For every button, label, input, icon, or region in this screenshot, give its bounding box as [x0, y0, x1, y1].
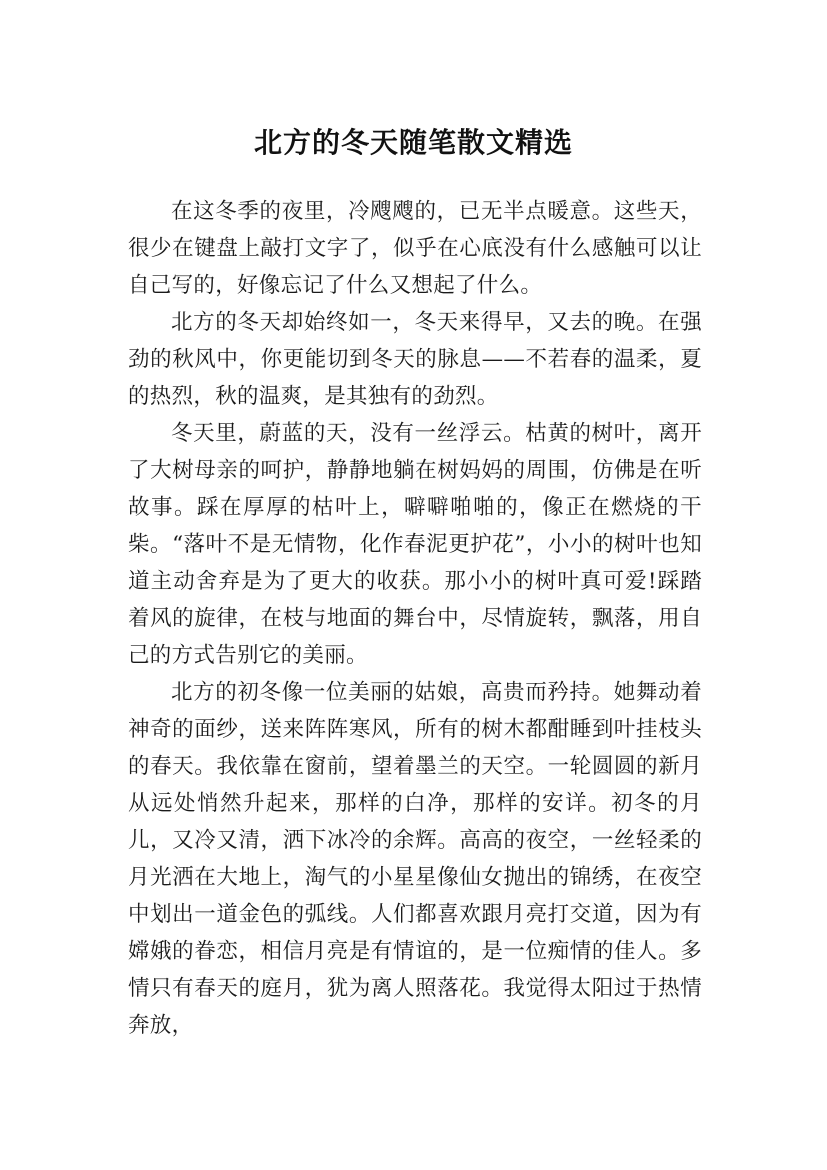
paragraph-2: 北方的冬天却始终如一，冬天来得早，又去的晚。在强劲的秋风中，你更能切到冬天的脉息——不若春的温柔，夏的热烈，秋的温爽，是其独有的劲烈。	[128, 310, 702, 409]
document-body	[128, 193, 702, 1044]
paragraph-3: 冬天里，蔚蓝的天，没有一丝浮云。枯黄的树叶，离开了大树母亲的呵护，静静地躺在树妈妈的周围，仿佛是在听故事。踩在厚厚的枯叶上，噼噼啪啪的，像正在燃烧的干柴。“落叶不是无情物，化作春泥更护花”，小小的树叶也知道主动舍弃是为了更大的收获。那小小的树叶真可爱!踩踏着风的旋律，在枝与地面的舞台中，尽情旋转，飘落，用自己的方式告别它的美丽。	[128, 421, 702, 668]
paragraph-1: 在这冬季的夜里，冷飕飕的，已无半点暖意。这些天，很少在键盘上敲打文字了，似乎在心底没有什么感触可以让自己写的，好像忘记了什么又想起了什么。	[128, 199, 702, 298]
document-title: 北方的冬天随笔散文精选	[253, 125, 573, 159]
paragraph-4: 北方的初冬像一位美丽的姑娘，高贵而矜持。她舞动着神奇的面纱，送来阵阵寒风，所有的树木都酣睡到叶挂枝头的春天。我依靠在窗前，望着墨兰的天空。一轮圆圆的新月从远处悄然升起来，那样的白净，那样的安详。初冬的月儿，又冷又清，洒下冰冷的余辉。高高的夜空，一丝轻柔的月光洒在大地上，淘气的小星星像仙女抛出的锦绣，在夜空中划出一道金色的弧线。人们都喜欢跟月亮打交道，因为有嫦娥的眷恋，相信月亮是有情谊的，是一位痴情的佳人。多情只有春天的庭月，犹为离人照落花。我觉得太阳过于热情奔放，	[128, 680, 702, 1038]
